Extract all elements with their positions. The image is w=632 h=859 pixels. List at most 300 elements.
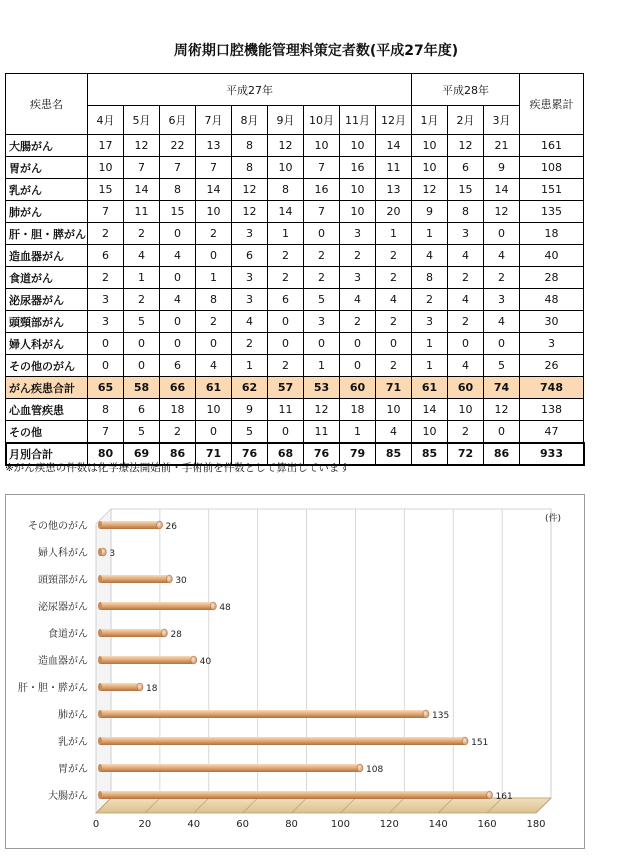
table-cell: 15	[160, 201, 196, 223]
table-cell: 2	[88, 223, 124, 245]
bar-cap	[166, 575, 172, 583]
table-cell: 2	[304, 267, 340, 289]
month-header: 12月	[376, 106, 412, 135]
table-cell: 12	[232, 179, 268, 201]
bar-cap	[423, 710, 429, 718]
table-cell: 11	[376, 157, 412, 179]
table-cell: 0	[340, 333, 376, 355]
table-cell: 11	[268, 399, 304, 421]
category-label: 泌尿器がん	[38, 602, 88, 613]
table-cell: 74	[484, 377, 520, 399]
table-cell: 80	[88, 443, 124, 465]
bar-cap	[191, 656, 197, 664]
table-row	[6, 245, 584, 267]
row-name: 食道がん	[6, 267, 88, 289]
table-cell: 4	[196, 355, 232, 377]
table-cell: 69	[124, 443, 160, 465]
table-cell: 2	[304, 245, 340, 267]
table-cell: 86	[484, 443, 520, 465]
table-cell: 7	[88, 201, 124, 223]
bar	[100, 575, 169, 583]
table-cell: 2	[448, 267, 484, 289]
bar-cap	[210, 602, 216, 610]
unit-label: (件)	[544, 514, 561, 524]
table-row	[6, 267, 584, 289]
table-cell: 4	[232, 311, 268, 333]
table-cell: 2	[412, 289, 448, 311]
table-cell: 0	[160, 311, 196, 333]
month-header: 3月	[484, 106, 520, 135]
x-tick-label: 60	[236, 819, 250, 830]
bar-base	[98, 629, 102, 637]
row-name: その他	[6, 421, 88, 443]
table-cell: 68	[268, 443, 304, 465]
table-cell: 0	[124, 355, 160, 377]
table-cell: 8	[88, 399, 124, 421]
category-label: 食道がん	[48, 629, 88, 640]
table-row	[6, 421, 584, 443]
table-cell: 12	[412, 179, 448, 201]
plot-floor	[96, 798, 551, 813]
table-cell: 14	[268, 201, 304, 223]
table-cell: 60	[448, 377, 484, 399]
table-cell: 6	[448, 157, 484, 179]
table-cell: 3	[484, 289, 520, 311]
table-cell: 62	[232, 377, 268, 399]
table-cell: 2	[232, 333, 268, 355]
row-name: 肺がん	[6, 201, 88, 223]
table-cell: 4	[124, 245, 160, 267]
category-label: 造血器がん	[38, 656, 88, 667]
table-cell: 2	[448, 311, 484, 333]
row-total: 26	[520, 355, 584, 377]
table-cell: 0	[268, 311, 304, 333]
table-cell: 3	[448, 223, 484, 245]
x-tick-label: 80	[285, 819, 298, 830]
table-cell: 3	[412, 311, 448, 333]
table-cell: 2	[196, 311, 232, 333]
table-cell: 76	[232, 443, 268, 465]
table-cell: 4	[448, 289, 484, 311]
table-cell: 0	[160, 333, 196, 355]
bar	[100, 791, 490, 799]
table-cell: 4	[448, 245, 484, 267]
data-label: 30	[175, 576, 187, 586]
table-cell: 10	[376, 399, 412, 421]
table-row	[6, 179, 584, 201]
table-row	[6, 333, 584, 355]
table-cell: 3	[88, 311, 124, 333]
table-cell: 13	[376, 179, 412, 201]
bar	[100, 521, 160, 529]
header-year1: 平成27年	[88, 74, 412, 106]
table-cell: 4	[412, 245, 448, 267]
table-cell: 4	[376, 289, 412, 311]
table-row	[6, 399, 584, 421]
table-cell: 16	[340, 157, 376, 179]
table-cell: 61	[196, 377, 232, 399]
x-tick-label: 160	[477, 819, 497, 830]
table-cell: 10	[88, 157, 124, 179]
table-cell: 12	[268, 135, 304, 157]
category-label: 婦人科がん	[38, 548, 88, 559]
table-row	[6, 157, 584, 179]
row-name: 乳がん	[6, 179, 88, 201]
table-cell: 2	[484, 267, 520, 289]
month-header: 11月	[340, 106, 376, 135]
row-name: 婦人科がん	[6, 333, 88, 355]
table-cell: 0	[340, 355, 376, 377]
table-cell: 1	[376, 223, 412, 245]
table-cell: 4	[448, 355, 484, 377]
table-cell: 12	[484, 399, 520, 421]
table-cell: 20	[376, 201, 412, 223]
month-header: 7月	[196, 106, 232, 135]
table-cell: 0	[484, 223, 520, 245]
table-row	[6, 289, 584, 311]
row-name: がん疾患合計	[6, 377, 88, 399]
row-total: 933	[520, 443, 584, 465]
table-cell: 0	[448, 333, 484, 355]
table-cell: 4	[340, 289, 376, 311]
table-cell: 14	[376, 135, 412, 157]
table-cell: 12	[124, 135, 160, 157]
table-cell: 0	[160, 223, 196, 245]
table-cell: 6	[88, 245, 124, 267]
category-label: 肝・胆・膵がん	[18, 683, 88, 694]
row-name: 頭頸部がん	[6, 311, 88, 333]
table-cell: 1	[124, 267, 160, 289]
table-cell: 5	[124, 421, 160, 443]
table-cell: 12	[232, 201, 268, 223]
table-cell: 9	[232, 399, 268, 421]
table-cell: 21	[484, 135, 520, 157]
table-cell: 18	[340, 399, 376, 421]
row-name: 造血器がん	[6, 245, 88, 267]
data-label: 48	[219, 603, 231, 613]
row-name: 月別合計	[6, 443, 88, 465]
table-cell: 1	[268, 223, 304, 245]
table-cell: 8	[196, 289, 232, 311]
table-cell: 0	[304, 333, 340, 355]
row-total: 28	[520, 267, 584, 289]
table-cell: 2	[340, 245, 376, 267]
table-cell: 1	[196, 267, 232, 289]
month-header: 5月	[124, 106, 160, 135]
x-tick-label: 100	[330, 819, 350, 830]
table-cell: 12	[448, 135, 484, 157]
bar	[100, 602, 213, 610]
bar-cap	[137, 683, 143, 691]
table-cell: 1	[304, 355, 340, 377]
table-cell: 1	[340, 421, 376, 443]
table-cell: 0	[88, 355, 124, 377]
x-tick-label: 180	[526, 819, 546, 830]
table-cell: 85	[412, 443, 448, 465]
table-cell: 0	[160, 267, 196, 289]
table-cell: 14	[196, 179, 232, 201]
table-cell: 0	[196, 333, 232, 355]
table-cell: 9	[412, 201, 448, 223]
table-row	[6, 377, 584, 399]
table-cell: 10	[448, 399, 484, 421]
table-cell: 4	[484, 245, 520, 267]
table-cell: 10	[412, 135, 448, 157]
table-cell: 22	[160, 135, 196, 157]
row-name: 胃がん	[6, 157, 88, 179]
category-label: 頭頸部がん	[38, 575, 88, 586]
data-label: 3	[109, 549, 116, 559]
table-cell: 85	[376, 443, 412, 465]
table-cell: 61	[412, 377, 448, 399]
table-cell: 10	[412, 421, 448, 443]
table-cell: 76	[304, 443, 340, 465]
table-cell: 0	[304, 223, 340, 245]
table-cell: 7	[304, 157, 340, 179]
table-cell: 0	[88, 333, 124, 355]
table-cell: 7	[304, 201, 340, 223]
table-cell: 3	[304, 311, 340, 333]
row-total: 3	[520, 333, 584, 355]
table-cell: 3	[340, 267, 376, 289]
category-label: その他のがん	[28, 521, 88, 532]
bar	[100, 764, 360, 772]
table-cell: 1	[412, 223, 448, 245]
month-header: 9月	[268, 106, 304, 135]
table-cell: 16	[304, 179, 340, 201]
bar-base	[98, 548, 102, 556]
data-label: 18	[146, 684, 158, 694]
bar	[100, 737, 465, 745]
month-header: 10月	[304, 106, 340, 135]
row-name: 心血管疾患	[6, 399, 88, 421]
table-cell: 18	[160, 399, 196, 421]
table-cell: 3	[88, 289, 124, 311]
month-header: 4月	[88, 106, 124, 135]
table-cell: 2	[376, 311, 412, 333]
table-cell: 2	[376, 267, 412, 289]
bar-base	[98, 521, 102, 529]
row-total: 138	[520, 399, 584, 421]
bar-base	[98, 683, 102, 691]
table-cell: 14	[412, 399, 448, 421]
bar	[100, 683, 140, 691]
category-label: 肺がん	[58, 710, 88, 721]
row-name: 泌尿器がん	[6, 289, 88, 311]
table-cell: 4	[376, 421, 412, 443]
table-cell: 0	[196, 245, 232, 267]
month-header: 1月	[412, 106, 448, 135]
row-name: 肝・胆・膵がん	[6, 223, 88, 245]
table-cell: 14	[484, 179, 520, 201]
table-cell: 8	[448, 201, 484, 223]
table-cell: 3	[340, 223, 376, 245]
data-label: 151	[471, 738, 489, 748]
table-row	[6, 311, 584, 333]
data-label: 26	[165, 522, 178, 532]
data-label: 108	[366, 765, 384, 775]
table-cell: 2	[88, 267, 124, 289]
bar-cap	[487, 791, 493, 799]
table-cell: 0	[484, 421, 520, 443]
table-cell: 7	[196, 157, 232, 179]
table-cell: 1	[412, 355, 448, 377]
table-cell: 8	[232, 135, 268, 157]
table-cell: 3	[232, 267, 268, 289]
table-cell: 0	[268, 421, 304, 443]
bar-cap	[161, 629, 167, 637]
data-label: 28	[170, 630, 182, 640]
bar-base	[98, 764, 102, 772]
table-cell: 65	[88, 377, 124, 399]
bar-chart-svg	[6, 495, 584, 848]
row-total: 151	[520, 179, 584, 201]
table-cell: 11	[124, 201, 160, 223]
row-total: 161	[520, 135, 584, 157]
bar-chart	[5, 494, 585, 849]
table-cell: 2	[160, 421, 196, 443]
table-cell: 7	[124, 157, 160, 179]
table-cell: 3	[232, 223, 268, 245]
table-cell: 10	[340, 201, 376, 223]
table-cell: 71	[376, 377, 412, 399]
table-cell: 9	[484, 157, 520, 179]
table-cell: 10	[196, 201, 232, 223]
bar-base	[98, 602, 102, 610]
table-row	[6, 223, 584, 245]
table-cell: 0	[268, 333, 304, 355]
table-row	[6, 355, 584, 377]
table-cell: 10	[304, 135, 340, 157]
month-header: 8月	[232, 106, 268, 135]
row-name: その他のがん	[6, 355, 88, 377]
table-cell: 0	[124, 333, 160, 355]
header-year2: 平成28年	[412, 74, 520, 106]
table-cell: 0	[484, 333, 520, 355]
stats-table	[5, 73, 584, 465]
row-total: 108	[520, 157, 584, 179]
bar-base	[98, 656, 102, 664]
category-label: 乳がん	[58, 737, 88, 748]
table-cell: 53	[304, 377, 340, 399]
bar-base	[98, 791, 102, 799]
table-cell: 4	[160, 289, 196, 311]
table-cell: 2	[268, 267, 304, 289]
row-total: 47	[520, 421, 584, 443]
category-label: 大腸がん	[48, 791, 88, 802]
table-cell: 15	[88, 179, 124, 201]
table-cell: 1	[412, 333, 448, 355]
table-cell: 10	[340, 179, 376, 201]
bar-base	[98, 575, 102, 583]
row-total: 48	[520, 289, 584, 311]
table-cell: 10	[268, 157, 304, 179]
table-cell: 14	[124, 179, 160, 201]
table-cell: 11	[304, 421, 340, 443]
table-cell: 10	[340, 135, 376, 157]
month-header-row	[6, 106, 584, 135]
bar-cap	[157, 521, 163, 529]
row-total: 135	[520, 201, 584, 223]
table-cell: 8	[412, 267, 448, 289]
table-cell: 10	[196, 399, 232, 421]
table-cell: 1	[232, 355, 268, 377]
table-cell: 2	[268, 245, 304, 267]
table-cell: 12	[304, 399, 340, 421]
bar	[100, 629, 164, 637]
table-cell: 8	[232, 157, 268, 179]
bar-cap	[357, 764, 363, 772]
table-cell: 0	[376, 333, 412, 355]
table-cell: 15	[448, 179, 484, 201]
page-title: 周術期口腔機能管理料策定者数(平成27年度)	[173, 43, 459, 59]
data-label: 40	[199, 657, 212, 667]
table-cell: 2	[340, 311, 376, 333]
table-cell: 5	[232, 421, 268, 443]
table-cell: 6	[268, 289, 304, 311]
x-tick-label: 20	[138, 819, 152, 830]
table-cell: 8	[160, 179, 196, 201]
bar	[100, 656, 194, 664]
table-cell: 72	[448, 443, 484, 465]
table-cell: 8	[268, 179, 304, 201]
table-cell: 60	[340, 377, 376, 399]
header-total: 疾患累計	[520, 74, 584, 135]
table-cell: 5	[484, 355, 520, 377]
table-cell: 57	[268, 377, 304, 399]
table-cell: 2	[376, 355, 412, 377]
plot-back-wall	[111, 509, 551, 798]
table-cell: 13	[196, 135, 232, 157]
table-cell: 7	[160, 157, 196, 179]
row-total: 40	[520, 245, 584, 267]
x-tick-label: 0	[92, 819, 100, 830]
table-cell: 2	[124, 289, 160, 311]
bar-base	[98, 737, 102, 745]
table-cell: 2	[196, 223, 232, 245]
table-cell: 71	[196, 443, 232, 465]
table-cell: 6	[232, 245, 268, 267]
table-cell: 6	[160, 355, 196, 377]
table-row	[6, 201, 584, 223]
table-cell: 10	[412, 157, 448, 179]
table-cell: 2	[124, 223, 160, 245]
row-total: 748	[520, 377, 584, 399]
table-cell: 86	[160, 443, 196, 465]
table-cell: 66	[160, 377, 196, 399]
table-cell: 6	[124, 399, 160, 421]
table-cell: 2	[376, 245, 412, 267]
table-cell: 2	[268, 355, 304, 377]
data-label: 135	[432, 711, 450, 721]
table-cell: 4	[160, 245, 196, 267]
table-cell: 4	[484, 311, 520, 333]
row-total: 18	[520, 223, 584, 245]
table-cell: 0	[196, 421, 232, 443]
table-cell: 58	[124, 377, 160, 399]
row-name: 大腸がん	[6, 135, 88, 157]
row-total: 30	[520, 311, 584, 333]
table-row	[6, 135, 584, 157]
table-cell: 12	[484, 201, 520, 223]
bar	[100, 710, 426, 718]
bar-base	[98, 710, 102, 718]
data-label: 161	[495, 792, 513, 802]
x-tick-label: 120	[379, 819, 399, 830]
table-cell: 17	[88, 135, 124, 157]
table-cell: 2	[448, 421, 484, 443]
x-tick-label: 140	[428, 819, 448, 830]
